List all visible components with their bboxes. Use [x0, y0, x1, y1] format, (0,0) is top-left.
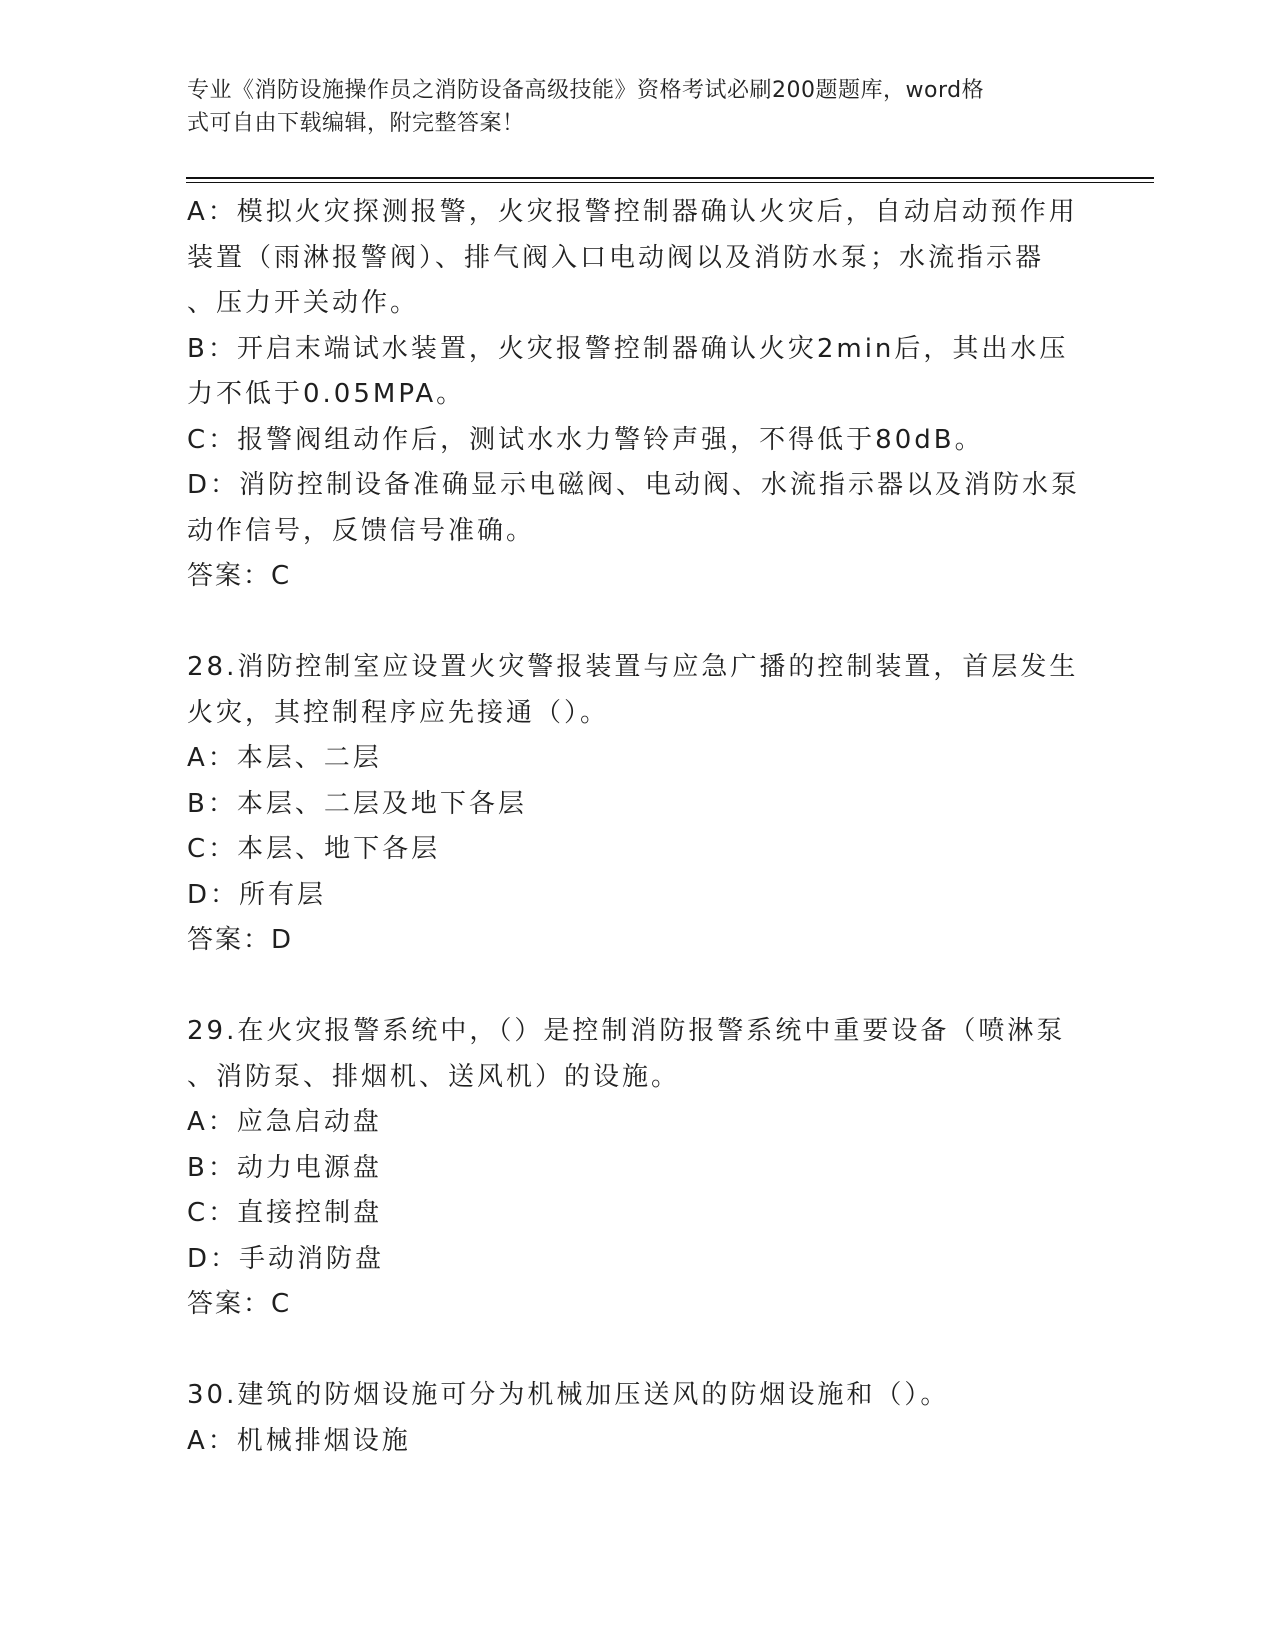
document-header: [187, 74, 1067, 140]
q28-option-a: A：本层、二层: [187, 743, 382, 773]
q27-option-d-line-2: 动作信号，反馈信号准确。: [187, 515, 536, 546]
q27-option-a-line-3: 、压力开关动作。: [187, 288, 420, 318]
q27-option-b-line-1: B：开启末端试水装置，火灾报警控制器确认火灾2min后，其出水压: [187, 333, 1069, 364]
q28-question-line-2: 火灾，其控制程序应先接通（）。: [187, 697, 610, 728]
q27-option-c: C：报警阀组动作后，测试水水力警铃声强，不得低于80dB。: [187, 424, 984, 455]
header-rule-thin: [186, 182, 1154, 183]
q28-option-b: B：本层、二层及地下各层: [187, 788, 527, 819]
header-line-2: 式可自由下载编辑，附完整答案！: [187, 111, 525, 136]
q29-answer: 答案：C: [187, 1289, 292, 1319]
q27-option-d-line-1: D：消防控制设备准确显示电磁阀、电动阀、水流指示器以及消防水泵: [187, 470, 1081, 500]
header-rule-thick: [186, 177, 1154, 179]
spacer: [187, 1328, 1087, 1374]
spacer: [187, 964, 1087, 1010]
q28-option-d: D：所有层: [187, 879, 327, 910]
header-line-1: 专业《消防设施操作员之消防设备高级技能》资格考试必刷200题题库，word格: [187, 78, 985, 103]
q28-answer: 答案：D: [187, 925, 294, 955]
spacer: [187, 600, 1087, 646]
q28-question-line-1: 28.消防控制室应设置火灾警报装置与应急广播的控制装置，首层发生: [187, 652, 1079, 682]
q29-option-b: B：动力电源盘: [187, 1152, 382, 1183]
q28-option-c: C：本层、地下各层: [187, 834, 441, 864]
q29-question-line-1: 29.在火灾报警系统中，（）是控制消防报警系统中重要设备（喷淋泵: [187, 1016, 1066, 1046]
q27-answer: 答案：C: [187, 561, 292, 591]
q30-option-a: A：机械排烟设施: [187, 1425, 411, 1456]
q27-option-a-line-2: 装置（雨淋报警阀）、排气阀入口电动阀以及消防水泵；水流指示器: [187, 242, 1045, 273]
q30-question-line-1: 30.建筑的防烟设施可分为机械加压送风的防烟设施和（）。: [187, 1380, 950, 1410]
q27-option-b-line-2: 力不低于0.05MPA。: [187, 379, 466, 409]
q29-option-d: D：手动消防盘: [187, 1243, 385, 1274]
q29-option-a: A：应急启动盘: [187, 1107, 382, 1137]
document-body: [187, 190, 1087, 1464]
q27-option-a-line-1: A：模拟火灾探测报警，火灾报警控制器确认火灾后，自动启动预作用: [187, 197, 1078, 227]
q29-option-c: C：直接控制盘: [187, 1198, 383, 1228]
q29-question-line-2: 、消防泵、排烟机、送风机）的设施。: [187, 1061, 681, 1092]
